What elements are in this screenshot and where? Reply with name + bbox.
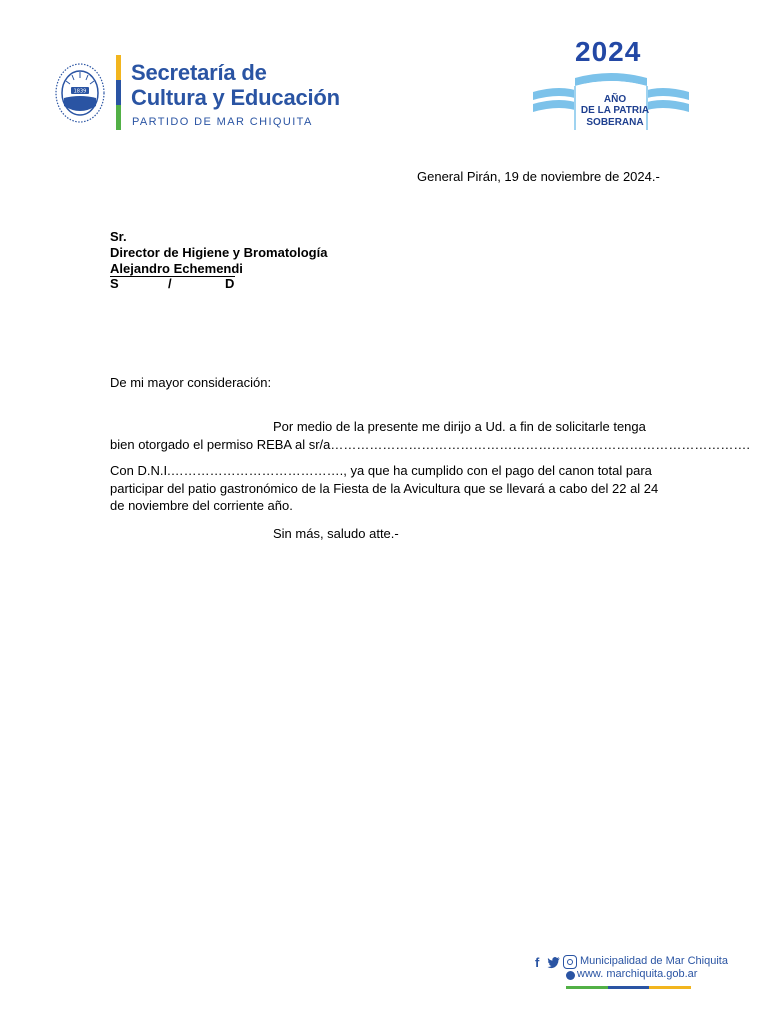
badge-line1: AÑO — [603, 94, 627, 105]
paragraph2-line1: Con D.N.I.…………………………………., ya que ha cumplido con el pago del canon total para — [110, 463, 652, 478]
footer-org-name: Municipalidad de Mar Chiquita — [580, 955, 728, 967]
seal-year: 1839 — [73, 88, 87, 95]
recipient-name: Alejandro Echemendi — [110, 261, 243, 276]
paragraph1-line2: bien otorgado el permiso REBA al sr/a……………………………………………………………………………………. — [110, 437, 751, 452]
su-despacho-line — [110, 276, 235, 291]
instagram-icon — [563, 955, 577, 969]
paragraph1-line1: Por medio de la presente me dirijo a Ud. a fin de solicitarle tenga — [273, 419, 646, 434]
badge-line2: DE LA PATRIA — [580, 105, 650, 116]
recipient-title: Director de Higiene y Bromatología — [110, 245, 328, 260]
logo-title-line2: Cultura y Educación — [131, 85, 340, 110]
footer-website: www. marchiquita.gob.ar — [577, 968, 698, 980]
twitter-icon — [547, 955, 561, 969]
sd-d: D — [225, 276, 235, 291]
facebook-icon: f — [535, 955, 540, 970]
paragraph2-line2: participar del patio gastronómico de la Fiesta de la Avicultura que se llevará a cabo del 22 al 24 — [110, 481, 659, 496]
badge-year: 2024 — [575, 36, 642, 67]
letter-closing: Sin más, saludo atte.- — [273, 526, 399, 541]
recipient-salutation: Sr. — [110, 229, 127, 244]
footer-color-bar — [566, 986, 691, 989]
letter-date: General Pirán, 19 de noviembre de 2024.- — [417, 169, 660, 184]
logo-subtitle: PARTIDO DE MAR CHIQUITA — [132, 116, 313, 128]
paragraph2-line3: de noviembre del corriente año. — [110, 498, 293, 513]
globe-icon — [566, 971, 575, 980]
logo-color-bars — [116, 55, 121, 130]
letter-greeting: De mi mayor consideración: — [110, 375, 272, 390]
sd-s: S — [110, 276, 119, 291]
sd-slash: / — [168, 276, 172, 291]
badge-line3: SOBERANA — [586, 117, 644, 128]
municipal-seal-logo — [54, 62, 106, 124]
logo-title-line1: Secretaría de — [131, 60, 267, 85]
